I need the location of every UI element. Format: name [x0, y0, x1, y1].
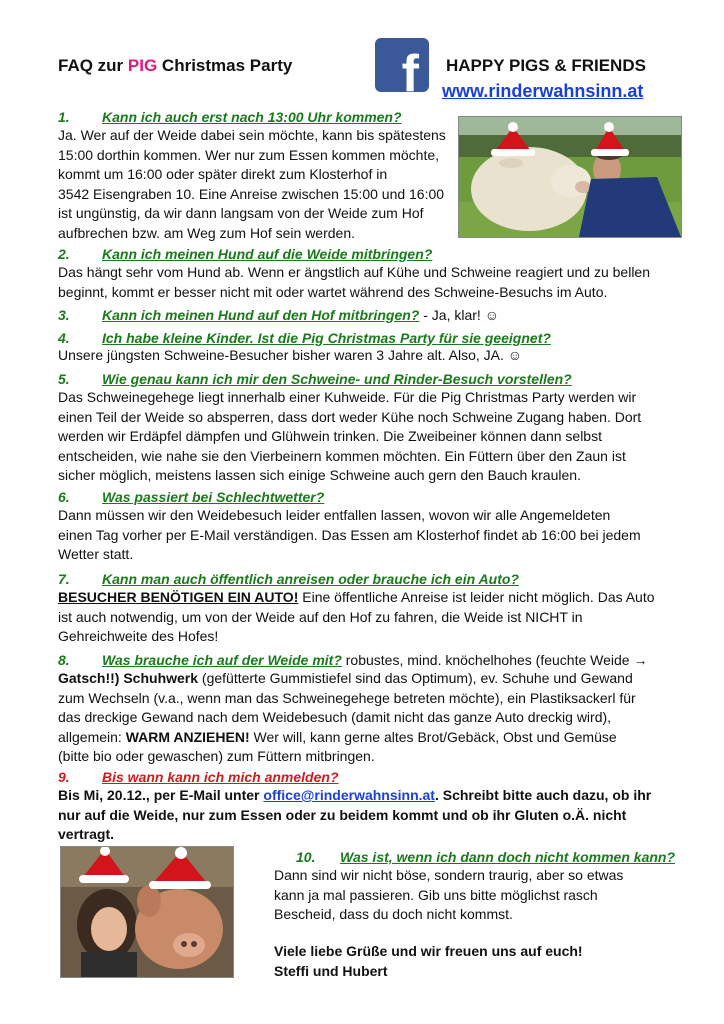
faq-answer-5: Das Schweinegehege liegt innerhalb einer Kuhweide. Für die Pig Christmas Party werden wir einen Teil der Weide so absperren, dass dort weder Kühe noch Schweine Zugang haben. Dort werden wir Erdäpfel dämpfen und Glühwein trinken. Die Zweibeiner können dann selbst entscheiden, wie nahe sie den Vierbeinern kommen möchten. Ein Füttern über den Zaun ist sicher möglich, meistens lassen sich einige Schweine auch gern den Bauch kraulen.: [58, 389, 642, 484]
pig-photo: [60, 846, 234, 978]
faq-question-9: 9. Bis wann kann ich mich anmelden?: [58, 769, 339, 785]
closing-greeting: Viele liebe Grüße und wir freuen uns auf euch! Steffi und Hubert: [274, 943, 583, 979]
page-title: FAQ zur PIG Christmas Party: [58, 56, 293, 75]
faq-question-3: 3. Kann ich meinen Hund auf den Hof mitbringen? - Ja, klar! ☺: [58, 307, 499, 323]
faq-question-4: 4. Ich habe kleine Kinder. Ist die Pig Christmas Party für sie geeignet?: [58, 330, 551, 346]
faq-question-6: 6. Was passiert bei Schlechtwetter?: [58, 489, 325, 505]
faq-answer-10: Dann sind wir nicht böse, sondern traurig, aber so etwas kann ja mal passieren. Gib uns bitte möglichst rasch Bescheid, dass du doch nicht kommst.: [274, 867, 624, 923]
faq-answer-9: Bis Mi, 20.12., per E-Mail unter office@rinderwahnsinn.at. Schreibt bitte auch dazu, ob ihr nur auf die Weide, nur zum Essen oder zu beidem kommt und ob ihr Gluten o.Ä. nicht vertragt.: [58, 787, 652, 843]
website-link[interactable]: www.rinderwahnsinn.at: [442, 81, 644, 101]
faq-answer-6: Dann müssen wir den Weidebesuch leider entfallen lassen, wovon wir alle Angemeldeten einen Tag vorher per E-Mail verständigen. Das Essen am Klosterhof findet ab 16:00 bei jedem Wetter statt.: [58, 507, 641, 563]
faq-question-10: 10. Was ist, wenn ich dann doch nicht kommen kann?: [296, 849, 676, 865]
faq-answer-1: Ja. Wer auf der Weide dabei sein möchte, kann bis spätestens 15:00 dorthin kommen. Wer nur zum Essen kommen möchte, kommt um 16:00 oder später direkt zum Klosterhof in 3542 Eisengraben 10. Eine Anreise zwischen 15:00 und 16:00 ist ungünstig, da wir dann langsam von der Weide zum Hof aufbrechen bzw. am Weg zum Hof sein werden.: [58, 127, 446, 241]
cow-photo: [458, 116, 682, 238]
faq-question-2: 2. Kann ich meinen Hund auf die Weide mitbringen?: [58, 246, 433, 262]
faq-answer-2: Das hängt sehr vom Hund ab. Wenn er ängstlich auf Kühe und Schweine reagiert und zu bellen beginnt, kommt er besser nicht mit oder wartet während des Schweine-Besuchs im Auto.: [58, 264, 650, 300]
email-link[interactable]: office@rinderwahnsinn.at: [263, 787, 435, 803]
faq-answer-8: Gatsch!!) Schuhwerk (gefütterte Gummistiefel sind das Optimum), ev. Schuhe und Gewand zum Wechseln (v.a., wenn man das Schweinegehege betreten möchte), ein Plastiksackerl für das dreckige Gewand nach dem Weidebesuch (damit nicht das ganze Auto dreckig wird), allgemein: WARM ANZIEHEN! Wer will, kann gerne altes Brot/Gebäck, Obst und Gemüse (bitte bio oder gewaschen) zum Füttern mitbringen.: [58, 670, 636, 765]
facebook-icon[interactable]: f: [375, 38, 429, 92]
faq-question-8: 8. Was brauche ich auf der Weide mit? robustes, mind. knöchelhohes (feuchte Weide →: [58, 652, 648, 668]
faq-answer-7: BESUCHER BENÖTIGEN EIN AUTO! Eine öffentliche Anreise ist leider nicht möglich. Das Auto ist auch notwendig, um von der Weide auf den Hof zu fahren, die Weide ist NICHT in Gehreichweite des Hofes!: [58, 589, 655, 645]
faq-question-5: 5. Wie genau kann ich mir den Schweine- und Rinder-Besuch vorstellen?: [58, 371, 572, 387]
pig-word: PIG: [127, 56, 158, 75]
brand-name: HAPPY PIGS & FRIENDS: [446, 56, 646, 75]
faq-answer-4: Unsere jüngsten Schweine-Besucher bisher waren 3 Jahre alt. Also, JA. ☺: [58, 347, 523, 363]
faq-question-1: 1. Kann ich auch erst nach 13:00 Uhr kommen?: [58, 109, 402, 125]
faq-question-7: 7. Kann man auch öffentlich anreisen oder brauche ich ein Auto?: [58, 571, 519, 587]
